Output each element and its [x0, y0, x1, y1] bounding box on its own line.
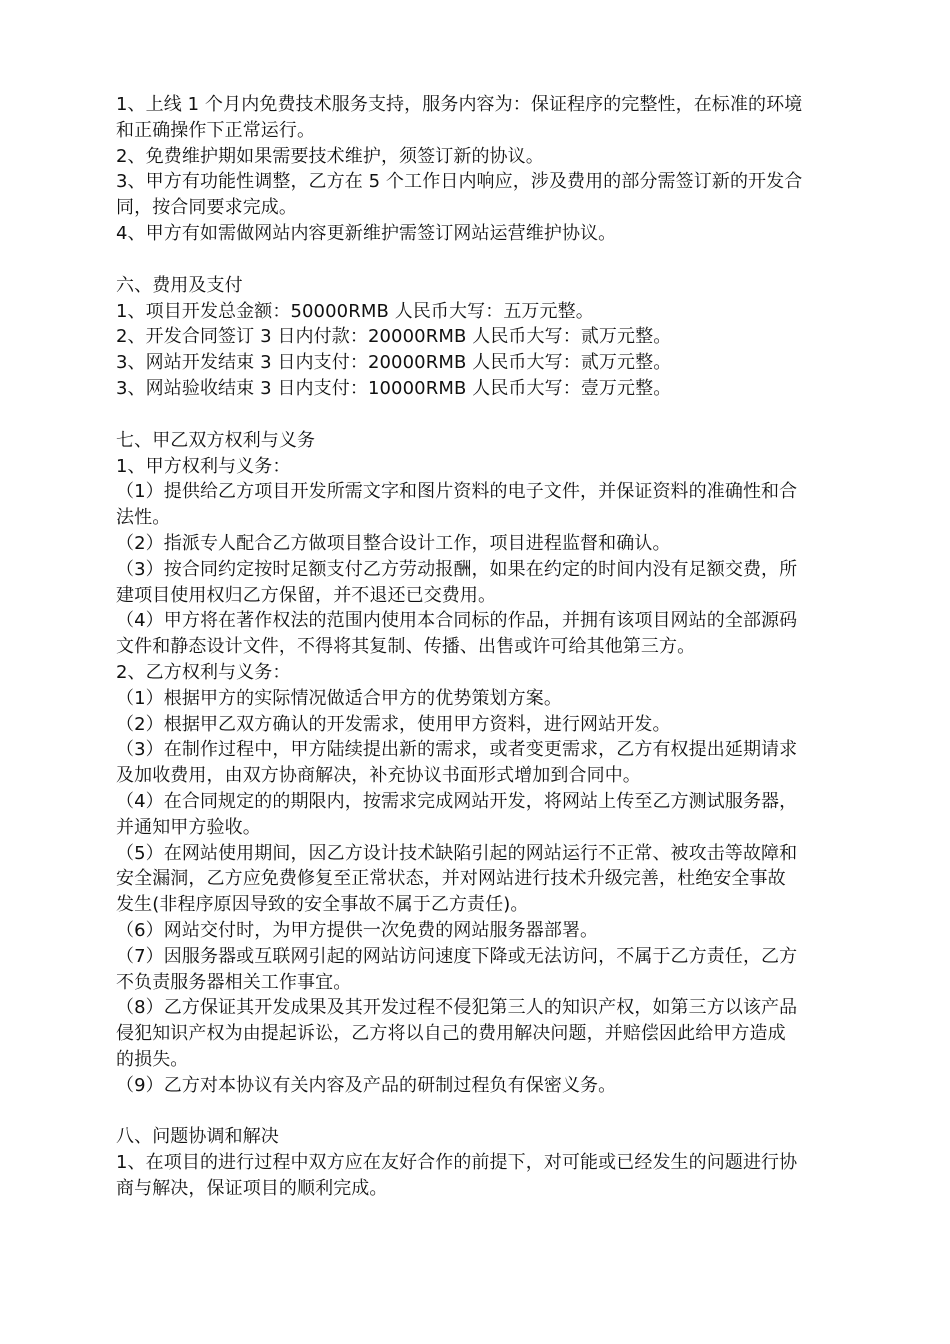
section-heading: 七、甲乙双方权利与义务: [116, 429, 316, 451]
paragraph-line: 不负责服务器相关工作事宜。: [116, 971, 352, 993]
paragraph-line: 建项目使用权归乙方保留，并不退还已交费用。: [116, 584, 497, 606]
paragraph-line: （4）甲方将在著作权法的范围内使用本合同标的作品，并拥有该项目网站的全部源码: [116, 610, 798, 632]
section8: [116, 1124, 838, 1201]
paragraph-line: （1）根据甲方的实际情况做适合甲方的优势策划方案。: [116, 687, 562, 709]
paragraph-line: （7）因服务器或互联网引起的网站访问速度下降或无法访问，不属于乙方责任，乙方: [116, 945, 798, 967]
payment-item: 3、网站验收结束 3 日内支付：10000RMB 人民币大写：壹万元整。: [116, 377, 672, 399]
paragraph-line: 1、上线 1 个月内免费技术服务支持，服务内容为：保证程序的完整性，在标准的环境: [116, 94, 803, 115]
paragraph-line: 及加收费用，由双方协商解决，补充协议书面形式增加到合同中。: [116, 765, 641, 787]
paragraph-line: （3）按合同约定按时足额支付乙方劳动报酬，如果在约定的时间内没有足额交费，所: [116, 558, 798, 580]
paragraph-line: 侵犯知识产权为由提起诉讼，乙方将以自己的费用解决问题，并赔偿因此给甲方造成: [116, 1023, 786, 1045]
paragraph-line: 并通知甲方验收。: [116, 816, 261, 838]
paragraph-line: 1、在项目的进行过程中双方应在友好合作的前提下，对可能或已经发生的问题进行协: [116, 1152, 798, 1174]
paragraph-line: （3）在制作过程中，甲方陆续提出新的需求，或者变更需求，乙方有权提出延期请求: [116, 739, 798, 761]
paragraph-line: 3、甲方有功能性调整，乙方在 5 个工作日内响应，涉及费用的部分需签订新的开发合: [116, 171, 803, 193]
paragraph-line: （8）乙方保证其开发成果及其开发过程不侵犯第三人的知识产权，如第三方以该产品: [116, 997, 798, 1019]
payment-item: 2、开发合同签订 3 日内付款：20000RMB 人民币大写：贰万元整。: [116, 326, 672, 348]
paragraph-line: 法性。: [116, 507, 171, 529]
paragraph-line: 商与解决，保证项目的顺利完成。: [116, 1178, 388, 1200]
paragraph-line: 文件和静态设计文件，不得将其复制、传播、出售或许可给其他第三方。: [116, 636, 696, 658]
paragraph-line: （5）在网站使用期间，因乙方设计技术缺陷引起的网站运行不正常、被攻击等故障和: [116, 842, 798, 864]
paragraph-line: 发生(非程序原因导致的安全事故不属于乙方责任)。: [116, 894, 529, 916]
payment-item: 3、网站开发结束 3 日内支付：20000RMB 人民币大写：贰万元整。: [116, 352, 672, 374]
spacer: [116, 247, 838, 273]
section-heading: 八、问题协调和解决: [116, 1126, 279, 1148]
paragraph-line: 的损失。: [116, 1048, 189, 1070]
contract-page: [116, 92, 838, 1202]
spacer: [116, 402, 838, 428]
paragraph-line: （6）网站交付时，为甲方提供一次免费的网站服务器部署。: [116, 919, 599, 941]
paragraph-line: 和正确操作下正常运行。: [116, 119, 316, 141]
paragraph-line: 2、免费维护期如果需要技术维护，须签订新的协议。: [116, 145, 544, 167]
subsection-heading: 2、乙方权利与义务：: [116, 661, 291, 683]
paragraph-line: （4）在合同规定的的期限内，按需求完成网站开发，将网站上传至乙方测试服务器，: [116, 790, 798, 812]
section-heading: 六、费用及支付: [116, 274, 243, 296]
paragraph-line: （2）指派专人配合乙方做项目整合设计工作，项目进程监督和确认。: [116, 532, 671, 554]
paragraph-line: 安全漏洞，乙方应免费修复至正常状态，并对网站进行技术升级完善，杜绝安全事故: [116, 868, 786, 890]
paragraph-line: 4、甲方有如需做网站内容更新维护需签订网站运营维护协议。: [116, 222, 617, 244]
paragraph-line: （9）乙方对本协议有关内容及产品的研制过程负有保密义务。: [116, 1074, 617, 1096]
payment-item: 1、项目开发总金额：50000RMB 人民币大写：五万元整。: [116, 300, 594, 322]
section6: [116, 273, 838, 402]
paragraph-line: （2）根据甲乙双方确认的开发需求，使用甲方资料，进行网站开发。: [116, 713, 671, 735]
subsection-heading: 1、甲方权利与义务：: [116, 455, 291, 477]
paragraph-line: （1）提供给乙方项目开发所需文字和图片资料的电子文件，并保证资料的准确性和合: [116, 481, 798, 503]
spacer: [116, 1098, 838, 1124]
section7: [116, 428, 838, 1099]
paragraph-line: 同，按合同要求完成。: [116, 197, 297, 219]
section5-list: [116, 92, 838, 247]
